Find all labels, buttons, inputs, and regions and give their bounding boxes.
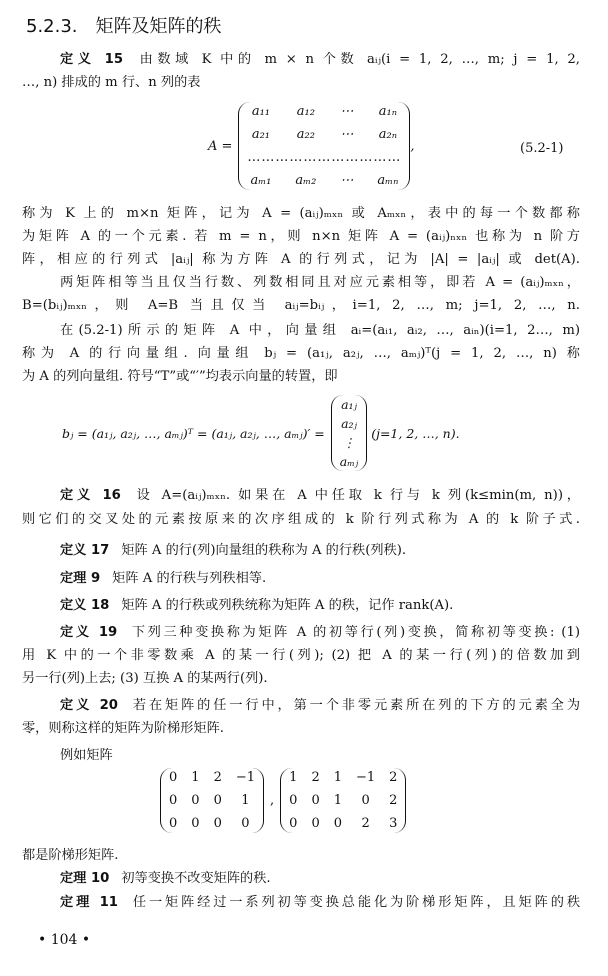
text: 任一矩阵经过一系列初等变换总能化为阶梯形矩阵，且矩阵的秩 — [129, 895, 580, 910]
equation-rhs: (j=1, 2, …, n). — [371, 425, 460, 441]
example-matrices — [160, 768, 406, 833]
matrix-cell: 1 — [241, 793, 250, 808]
matrix-cell: −1 — [235, 770, 256, 785]
separator: , — [270, 793, 275, 808]
transpose-equation — [62, 395, 460, 471]
matrix-cell: 0 — [169, 770, 178, 785]
para1-line: 称为 K 上的 m×n 矩阵，记为 A = (aᵢⱼ)ₘₓₙ 或 Aₘₓₙ，表中的每一个数都称 — [22, 206, 580, 221]
text: 初等变换不改变矩阵的秩. — [121, 871, 271, 886]
text: 矩阵 A 的行(列)向量组的秩称为 A 的行秩(列秩). — [121, 543, 407, 558]
matrix-cell: 3 — [389, 816, 398, 831]
echelon-matrix-2 — [280, 768, 406, 833]
matrix-cell: 2 — [361, 816, 370, 831]
matrix-cell: a₂₁ — [251, 127, 270, 142]
matrix-cell: 1 — [191, 770, 200, 785]
matrix-cell: 0 — [191, 793, 200, 808]
definition-label: 定义 15 — [60, 52, 124, 67]
matrix-cell: 2 — [311, 770, 320, 785]
def15-line2: …, n) 排成的 m 行、n 列的表 — [22, 75, 201, 90]
thm9 — [60, 570, 580, 588]
matrix-cell: a₂₂ — [296, 127, 315, 142]
matrix-cell: aₘₙ — [377, 173, 399, 188]
matrix-cell: 0 — [169, 816, 178, 831]
def16-line2: 则它们的交叉处的元素按原来的次序组成的 k 阶行列式称为 A 的 k 阶子式. — [22, 512, 580, 527]
section-number: 5.2.3. — [26, 16, 78, 37]
theorem-label: 定理 10 — [60, 871, 110, 886]
para2-line: 两矩阵相等当且仅当行数、列数相同且对应元素相等，即若 A = (aᵢⱼ)ₘₓₙ， — [60, 275, 580, 290]
matrix-cell: 0 — [241, 816, 250, 831]
definition-label: 定义 19 — [60, 625, 118, 640]
matrix-cell: a₁₁ — [251, 104, 270, 119]
section-title: 矩阵及矩阵的秩 — [95, 16, 222, 37]
definition-label: 定义 16 — [60, 488, 121, 503]
def18 — [60, 597, 580, 615]
echelon-matrix-1 — [160, 768, 264, 833]
thm11 — [60, 894, 580, 912]
def17 — [60, 542, 580, 560]
vector-entry: aₘⱼ — [339, 454, 359, 469]
matrix-cell: 0 — [361, 793, 370, 808]
def19-line1 — [60, 624, 580, 642]
example-outro: 都是阶梯形矩阵. — [22, 848, 119, 863]
definition-label: 定义 18 — [60, 598, 110, 613]
matrix-cell: ⋯ — [340, 104, 354, 119]
matrix-cell: a₁₂ — [296, 104, 315, 119]
matrix-cell: 2 — [213, 770, 222, 785]
def16-line1 — [60, 487, 580, 505]
def15-line1 — [60, 51, 580, 69]
matrix-cell: a₁ₙ — [378, 104, 398, 119]
section-heading — [26, 12, 222, 38]
equation-lhs: bⱼ = (a₁ⱼ, a₂ⱼ, …, aₘⱼ)ᵀ = (a₁ⱼ, a₂ⱼ, …, aₘⱼ)′ = — [62, 425, 325, 441]
theorem-label: 定理 11 — [60, 895, 118, 910]
matrix-cell: 1 — [333, 770, 342, 785]
matrix-A — [208, 102, 415, 190]
definition-label: 定义 20 — [60, 698, 118, 713]
matrix-cell: 0 — [289, 816, 298, 831]
matrix-cell: ⋯ — [340, 127, 354, 142]
def19-line3: 另一行(列)上去; (3) 互换 A 的某两行(列). — [22, 671, 268, 686]
matrix-cell: 0 — [311, 816, 320, 831]
vector-entry: a₁ⱼ — [341, 397, 357, 412]
matrix-cell: 0 — [169, 793, 178, 808]
matrix-cell: 2 — [389, 793, 398, 808]
para1-line: 阵，相应的行列式 |aᵢⱼ| 称为方阵 A 的行列式，记为 |A| = |aᵢⱼ| 或 det(A). — [22, 252, 580, 267]
text: 由数域 K 中的 m × n 个数 aᵢⱼ(i = 1, 2, …, m; j = 1, 2, — [135, 52, 580, 67]
matrix-cell: 2 — [389, 770, 398, 785]
matrix-cell: aₘ₂ — [295, 173, 317, 188]
equation-number: (5.2-1) — [520, 141, 564, 156]
para1-line: 为矩阵 A 的一个元素. 若 m = n，则 n×n 矩阵 A = (aᵢⱼ)ₙₓₙ 也称为 n 阶方 — [22, 229, 580, 244]
text: 设 A=(aᵢⱼ)ₘₓₙ. 如果在 A 中任取 k 行与 k 列(k≤min(m, n))， — [132, 488, 580, 503]
matrix-cell: aₘ₁ — [250, 173, 272, 188]
thm10 — [60, 870, 580, 888]
matrix-cell: 1 — [289, 770, 298, 785]
text: 矩阵 A 的行秩与列秩相等. — [112, 571, 267, 586]
matrix-cell: ⋯ — [340, 173, 354, 188]
vector-entry: a₂ⱼ — [341, 416, 357, 431]
matrix-cell: 0 — [333, 816, 342, 831]
example-intro: 例如矩阵 — [60, 748, 113, 763]
vector-entry: ⋮ — [342, 435, 356, 450]
para3-line: 在(5.2-1)所示的矩阵 A 中，向量组 aᵢ=(aᵢ₁, aᵢ₂, …, aᵢₙ)(i=1, 2…, m) — [60, 323, 580, 338]
matrix-cell: 0 — [289, 793, 298, 808]
def19-line2: 用 K 中的一个非零数乘 A 的某一行(列); (2) 把 A 的某一行(列)的倍数加到 — [22, 648, 580, 663]
text: 若在矩阵的任一行中，第一个非零元素所在列的下方的元素全为 — [129, 698, 580, 713]
matrix-body — [238, 102, 410, 190]
matrix-cell: 0 — [213, 816, 222, 831]
matrix-lhs: A = — [208, 138, 233, 154]
def20-line1 — [60, 697, 580, 715]
definition-label: 定义 17 — [60, 543, 110, 558]
matrix-cell: 0 — [311, 793, 320, 808]
matrix-cell: a₂ₙ — [378, 127, 398, 142]
text: 下列三种变换称为矩阵 A 的初等行(列)变换，简称初等变换: (1) — [129, 625, 580, 640]
matrix-cell: −1 — [356, 770, 376, 785]
def20-line2: 零，则称这样的矩阵为阶梯形矩阵. — [22, 721, 225, 736]
matrix-cell: 0 — [191, 816, 200, 831]
para3-line: 称为 A 的行向量组. 向量组 bⱼ = (a₁ⱼ, a₂ⱼ, …, aₘⱼ)ᵀ(j = 1, 2, …, n) 称 — [22, 346, 580, 361]
theorem-label: 定理 9 — [60, 571, 101, 586]
text: 矩阵 A 的行秩或列秩统称为矩阵 A 的秩，记作 rank(A). — [121, 598, 454, 613]
column-vector — [331, 395, 367, 471]
matrix-cell: 0 — [213, 793, 222, 808]
ellipsis-row: …………………………… — [247, 150, 402, 165]
para3-line: 为 A 的列向量组. 符号“T”或“′”均表示向量的转置，即 — [22, 369, 338, 384]
para2-line: B=(bᵢⱼ)ₘₓₙ，则 A=B 当且仅当 aᵢⱼ=bᵢⱼ，i=1, 2, …, m; j=1, 2, …, n. — [22, 298, 580, 313]
page-number: • 104 • — [38, 932, 91, 948]
matrix-suffix: , — [410, 138, 415, 154]
matrix-cell: 1 — [333, 793, 342, 808]
